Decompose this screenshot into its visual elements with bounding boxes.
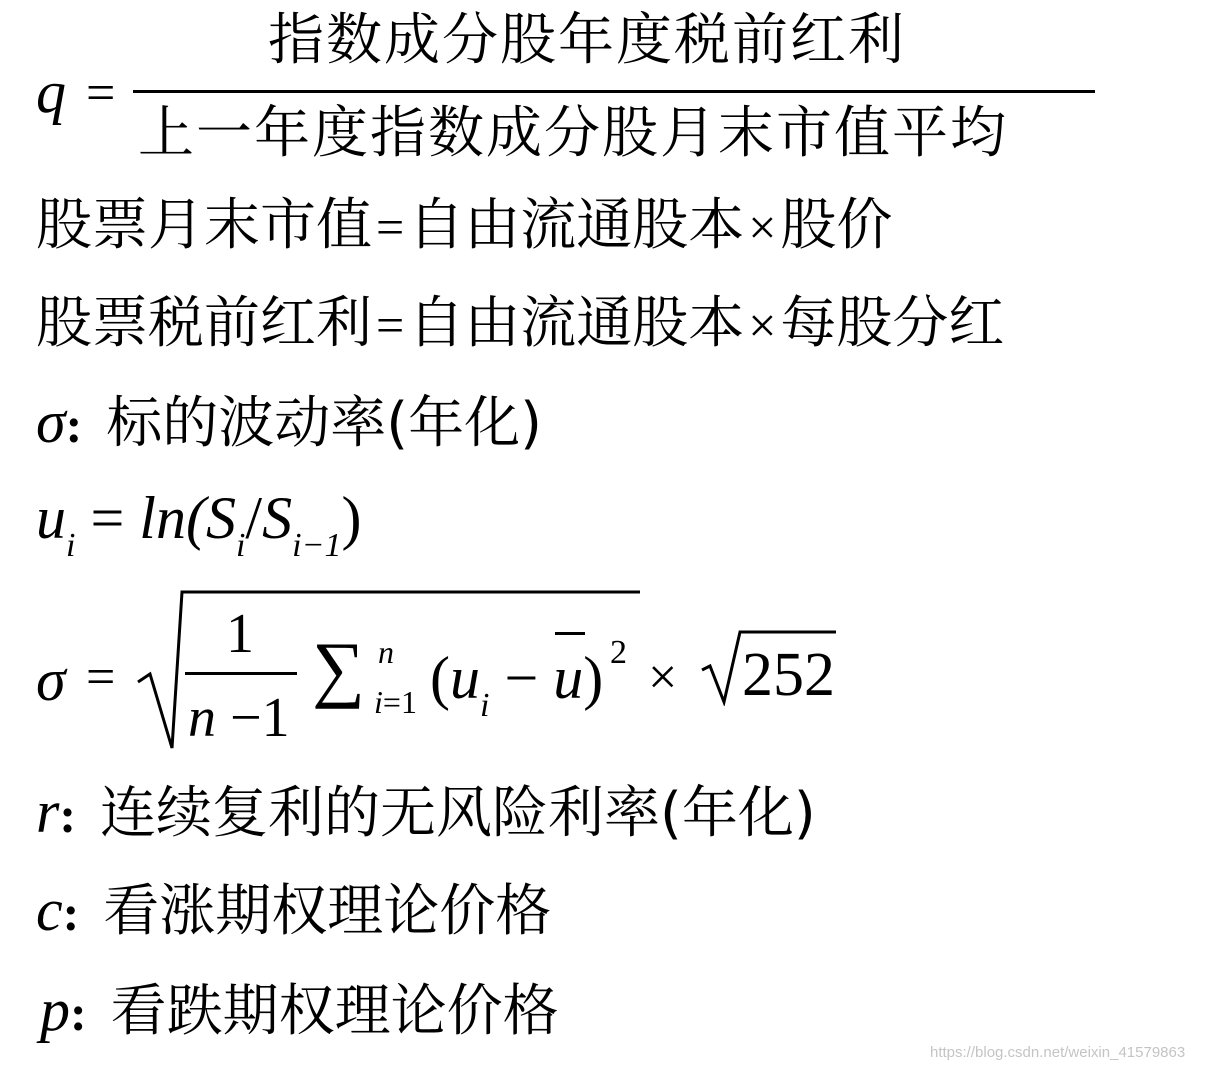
s-previous: S [262, 485, 293, 551]
market-value-equation [36, 193, 893, 258]
dividend-lhs: 股票税前红利 [36, 291, 372, 356]
s-previous-subscript: i−1 [292, 527, 342, 564]
open-paren: ( [430, 645, 450, 711]
r-colon: : [59, 787, 77, 843]
q-denominator: 上一年度指数成分股月末市值平均 [138, 101, 1008, 166]
summation-index: i [374, 684, 383, 720]
c-symbol: c [36, 877, 63, 943]
trading-days-value: 252 [742, 641, 835, 709]
dividend-equals: = [376, 297, 405, 353]
q-numerator: 指数成分股年度税前红利 [268, 8, 906, 73]
fraction-numerator: 1 [226, 603, 254, 665]
p-description: 看跌期权理论价格 [110, 979, 559, 1044]
market-value-equals: = [376, 199, 405, 255]
fraction-denominator-n: n [188, 687, 216, 749]
r-definition [36, 779, 816, 846]
minus-sign: − [489, 645, 554, 711]
u-symbol: u [36, 485, 66, 551]
square-exponent: 2 [610, 634, 627, 671]
mean-overbar [555, 632, 585, 635]
p-definition [40, 977, 559, 1044]
summation-start: =1 [382, 684, 417, 720]
deviation-expression [430, 645, 604, 724]
sigma-formula-equals: = [86, 649, 116, 706]
sigma-symbol: σ [36, 389, 66, 455]
q-equals-sign: = [86, 65, 116, 122]
division-slash: / [245, 485, 263, 551]
p-colon: : [70, 985, 87, 1041]
log-return-formula [36, 485, 362, 564]
summation-upper-limit: n [378, 634, 394, 670]
dividend-equation [36, 291, 1005, 356]
c-definition [36, 877, 552, 944]
close-paren: ) [583, 645, 604, 711]
sigma-definition [36, 389, 542, 456]
market-value-lhs: 股票月末市值 [36, 193, 372, 258]
q-variable: q [36, 59, 66, 125]
q-fraction-bar [133, 90, 1095, 93]
u-term-subscript: i [479, 687, 490, 724]
fraction-bar [185, 672, 297, 675]
c-colon: : [62, 885, 80, 941]
s-current: S [205, 485, 236, 551]
market-value-times: × [748, 199, 777, 255]
times-sign: × [648, 649, 678, 706]
log-return-close-paren: ) [341, 485, 362, 551]
u-term: u [449, 645, 480, 711]
log-return-equals: = [90, 485, 125, 551]
summation-lower-limit [374, 686, 417, 718]
u-mean: u [553, 645, 584, 711]
sigma-formula-symbol: σ [36, 647, 66, 713]
fraction-denominator-minus-one: −1 [216, 687, 290, 749]
dividend-term2: 每股分红 [780, 291, 1005, 356]
p-symbol: p [40, 977, 70, 1043]
ln-function: ln( [139, 485, 206, 551]
summation-symbol: ∑ [312, 628, 365, 710]
u-subscript: i [66, 527, 76, 564]
fraction-denominator [188, 687, 290, 749]
dividend-term1: 自由流通股本 [408, 291, 745, 356]
r-description: 连续复利的无风险利率(年化) [100, 781, 816, 846]
sigma-description: 标的波动率(年化) [106, 391, 542, 456]
dividend-times: × [748, 297, 777, 353]
r-symbol: r [36, 779, 60, 845]
market-value-term2: 股价 [780, 193, 893, 258]
market-value-term1: 自由流通股本 [408, 193, 745, 258]
c-description: 看涨期权理论价格 [103, 879, 552, 944]
s-current-subscript: i [235, 527, 246, 564]
sigma-colon: : [65, 397, 83, 453]
watermark-url: https://blog.csdn.net/weixin_41579863 [930, 1044, 1186, 1061]
